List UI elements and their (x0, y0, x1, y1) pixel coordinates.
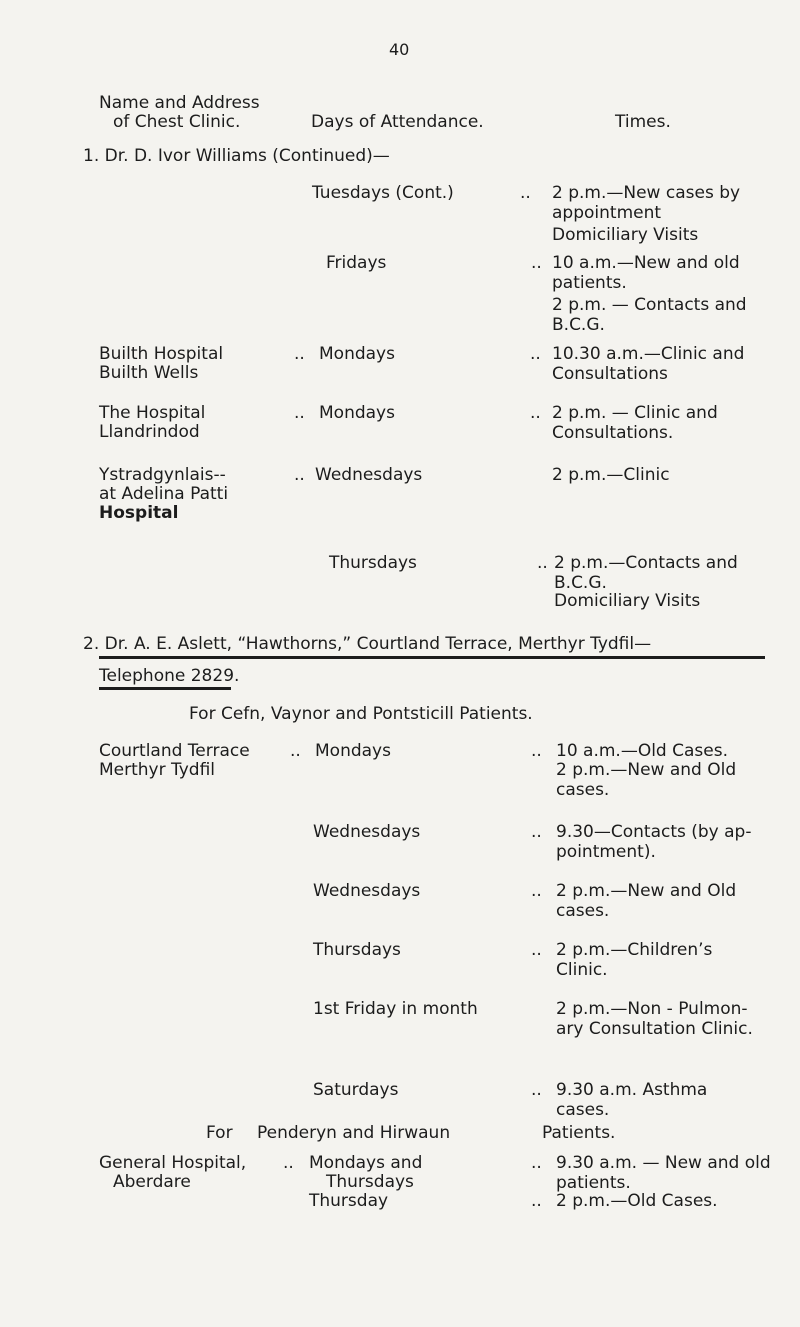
subheading2-patients: Patients. (542, 1123, 616, 1143)
telephone-underline (99, 687, 231, 690)
aberdare-leader: .. (283, 1153, 294, 1173)
s1-address: Ystradgynlais-- (99, 465, 226, 485)
s2-times: 2 p.m.—New and Old cases. (556, 881, 737, 921)
s1-times: 2 p.m.—Contacts and B.C.G. (554, 553, 738, 593)
section-divider (99, 656, 765, 659)
s1-days: Thursdays (329, 553, 417, 573)
page-number: 40 (389, 40, 410, 59)
s2-times: 10 a.m.—Old Cases. (556, 741, 728, 761)
s1-times: 10 a.m.—New and old patients. (552, 253, 740, 293)
s1-leader: .. (520, 183, 531, 203)
aberdare-leader: .. (531, 1191, 542, 1211)
s2-days: Mondays (315, 741, 391, 761)
aberdare-address: General Hospital, (99, 1153, 247, 1173)
s1-times: 2 p.m. — Clinic and Consultations. (552, 403, 718, 443)
s1-leader: .. (531, 253, 542, 273)
aberdare-address: Aberdare (113, 1172, 191, 1192)
aberdare-days: Thursdays (326, 1172, 414, 1192)
s2-days: Wednesdays (313, 881, 421, 901)
s1-days: Fridays (326, 253, 387, 273)
s1-address: Builth Wells (99, 363, 199, 383)
s2-days: Saturdays (313, 1080, 399, 1100)
s2-leader: .. (531, 822, 542, 842)
s1-address: The Hospital (99, 403, 206, 423)
s1-address: at Adelina Patti (99, 484, 229, 504)
s1-leader: .. (294, 403, 305, 423)
header-name-address-line2: of Chest Clinic. (113, 112, 241, 132)
s2-leader: .. (290, 741, 301, 761)
s1-leader: .. (530, 344, 541, 364)
s1-days: Wednesdays (315, 465, 423, 485)
subheading2-names: Penderyn and Hirwaun (257, 1123, 451, 1143)
header-times: Times. (615, 112, 671, 132)
s1-leader: .. (294, 465, 305, 485)
s1-days: Tuesdays (Cont.) (312, 183, 454, 203)
aberdare-days: Thursday (309, 1191, 389, 1211)
s1-address: Llandrindod (99, 422, 200, 442)
s2-leader: .. (531, 741, 542, 761)
aberdare-leader: .. (531, 1153, 542, 1173)
s2-address: Courtland Terrace (99, 741, 250, 761)
s1-times: 2 p.m.—Clinic (552, 465, 670, 485)
section1-title: 1. Dr. D. Ivor Williams (Continued)— (83, 146, 390, 166)
s2-times: 9.30—Contacts (by ap-pointment). (556, 822, 752, 862)
s1-days: Mondays (319, 344, 395, 364)
s1-leader: .. (294, 344, 305, 364)
s1-leader: .. (537, 553, 548, 573)
s2-leader: .. (531, 1080, 542, 1100)
s1-leader: .. (530, 403, 541, 423)
subheading2-for: For (206, 1123, 233, 1143)
s2-days: Wednesdays (313, 822, 421, 842)
s2-times: 2 p.m.—New and Old cases. (556, 760, 737, 800)
section2-title: 2. Dr. A. E. Aslett, “Hawthorns,” Courtland Terrace, Merthyr Tydfil— (83, 634, 652, 654)
s2-leader: .. (531, 881, 542, 901)
header-name-address-line1: Name and Address (99, 93, 260, 113)
s2-leader: .. (531, 940, 542, 960)
s2-times: 2 p.m.—Non - Pulmon-ary Consultation Clinic. (556, 999, 753, 1039)
aberdare-times: 2 p.m.—Old Cases. (556, 1191, 718, 1211)
s1-times: 10.30 a.m.—Clinic and Consultations (552, 344, 745, 384)
s1-times: Domiciliary Visits (554, 591, 701, 611)
s2-times: 2 p.m.—Children’s Clinic. (556, 940, 713, 980)
s2-days: Thursdays (313, 940, 401, 960)
s1-times: 2 p.m.—New cases by appointment (552, 183, 741, 223)
telephone: Telephone 2829. (99, 666, 240, 686)
aberdare-days: Mondays and (309, 1153, 423, 1173)
s2-days: 1st Friday in month (313, 999, 478, 1019)
s1-days: Mondays (319, 403, 395, 423)
header-days-of-attendance: Days of Attendance. (311, 112, 484, 132)
aberdare-times: 9.30 a.m. — New and old patients. (556, 1153, 771, 1193)
s1-address: Hospital (99, 503, 179, 523)
s2-times: 9.30 a.m. Asthma cases. (556, 1080, 708, 1120)
s1-address: Builth Hospital (99, 344, 224, 364)
s1-times: 2 p.m. — Contacts and B.C.G. (552, 295, 747, 335)
subheading-cefn-vaynor-pontsticill: For Cefn, Vaynor and Pontsticill Patients. (189, 704, 533, 724)
s2-address: Merthyr Tydfil (99, 760, 216, 780)
s1-times: Domiciliary Visits (552, 225, 699, 245)
